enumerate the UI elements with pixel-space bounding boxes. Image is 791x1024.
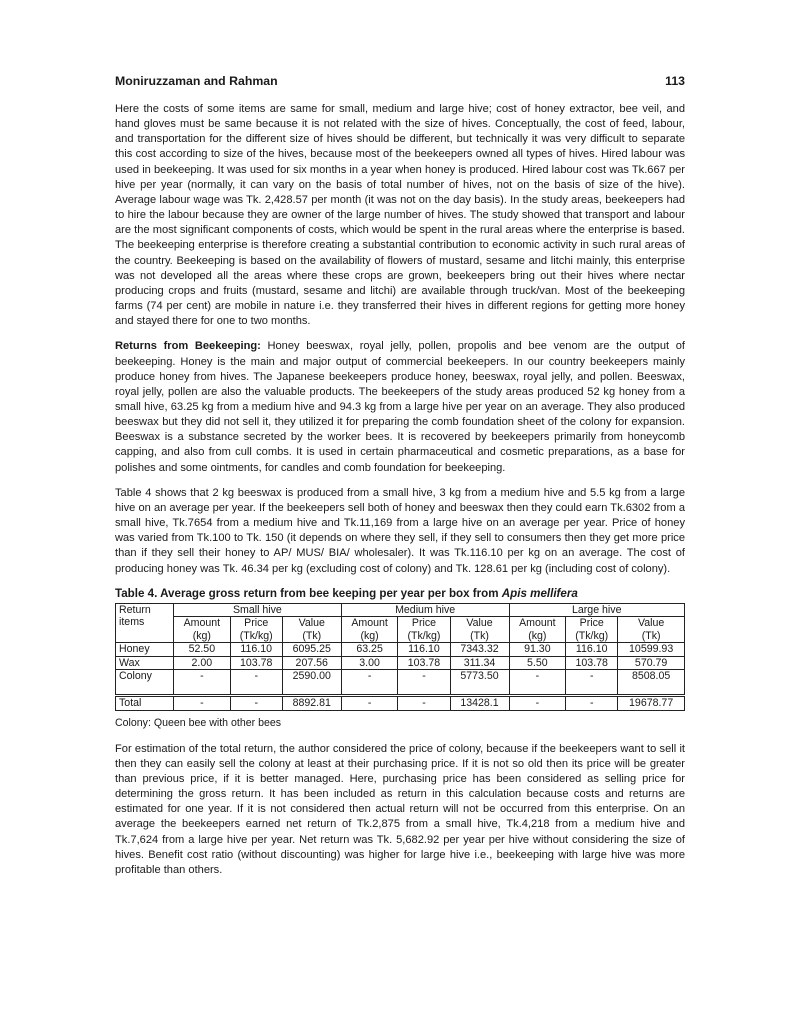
- cell: 103.78: [230, 656, 282, 670]
- cell: -: [509, 696, 566, 711]
- gross-return-table: [115, 603, 685, 711]
- row-label: Colony: [116, 670, 174, 696]
- table-row-total: [116, 696, 685, 711]
- row-label: Honey: [116, 643, 174, 657]
- paragraph-table4-summary: Table 4 shows that 2 kg beeswax is produced from a small hive, 3 kg from a medium hive and 5.5 kg from a large hive on an average per year. If the beekeepers sell both of honey and beeswax then they could earn Tk.6302 from a small hive, Tk.7654 from a medium hive and Tk.11,169 from a large hive on an average per year. Price of honey was varied from Tk.100 to Tk. 150 (it depends on where they sell, if they sell to consumers then they get more price than if they sell their honey to AP/ MUS/ BIA/ wholesaler). It was Tk.116.10 per kg on an average. The cost of producing honey was Tk. 46.34 per kg (excluding cost of colony) and Tk. 128.61 per kg (including cost of colony).: [115, 486, 685, 575]
- paragraph-returns-text: Honey beeswax, royal jelly, pollen, propolis and bee venom are the output of beekeeping. Honey is the main and major output of commercial beekeepers. In our country beekeepers mainly produce honey from hives. The Japanese beekeepers produce honey, beeswax, royal jelly, and pollen. Beeswax, royal jelly, pollen are also the valuable products. The beekeepers of the study areas produced 52 kg honey from a small hive, 63.25 kg from a medium hive and 94.3 kg from a large hive per year on an average. They also produced beeswax but they did not sell it, they utilized it for preparing the comb foundation sheet of the colony for expansion. Beeswax is a substance secreted by the worker bees. It is recovered by beekeepers primarily from honeycomb capping, and also from cull combs. It is used in certain pharmaceutical and cosmetic preparations, as a base for polishes and some ointments, for candles and comb foundation for beekeeping.: [115, 340, 685, 474]
- cell: 2590.00: [282, 670, 341, 696]
- header-small-hive: Small hive: [174, 603, 342, 617]
- cell: 2.00: [174, 656, 231, 670]
- cell: 5.50: [509, 656, 566, 670]
- cell: 52.50: [174, 643, 231, 657]
- cell: -: [398, 696, 450, 711]
- header-large-hive: Large hive: [509, 603, 685, 617]
- cell: 10599.93: [618, 643, 685, 657]
- cell: 103.78: [398, 656, 450, 670]
- cell: 570.79: [618, 656, 685, 670]
- cell: -: [230, 696, 282, 711]
- section-heading-returns: Returns from Beekeeping:: [115, 340, 261, 353]
- cell: -: [566, 670, 618, 696]
- cell: -: [230, 670, 282, 696]
- cell: 19678.77: [618, 696, 685, 711]
- subheader-amount: Amount (kg): [509, 617, 566, 643]
- row-label: Total: [116, 696, 174, 711]
- cell: 311.34: [450, 656, 509, 670]
- header-return-items: Return items: [116, 603, 174, 643]
- cell: 8892.81: [282, 696, 341, 711]
- cell: -: [509, 670, 566, 696]
- cell: -: [174, 696, 231, 711]
- subheader-price: Price (Tk/kg): [230, 617, 282, 643]
- table-caption: [115, 587, 685, 600]
- running-head: [115, 74, 685, 88]
- cell: 6095.25: [282, 643, 341, 657]
- table-header-row-sub: [116, 617, 685, 643]
- table-row-wax: [116, 656, 685, 670]
- cell: 91.30: [509, 643, 566, 657]
- cell: 7343.32: [450, 643, 509, 657]
- table-header-row-groups: [116, 603, 685, 617]
- page-number: 113: [665, 74, 685, 88]
- cell: 116.10: [230, 643, 282, 657]
- paragraph-returns: [115, 339, 685, 475]
- cell: 63.25: [341, 643, 398, 657]
- cell: 13428.1: [450, 696, 509, 711]
- cell: 3.00: [341, 656, 398, 670]
- running-head-authors: Moniruzzaman and Rahman: [115, 74, 278, 88]
- cell: 8508.05: [618, 670, 685, 696]
- page: [115, 74, 685, 888]
- cell: -: [174, 670, 231, 696]
- subheader-value: Value (Tk): [618, 617, 685, 643]
- subheader-price: Price (Tk/kg): [566, 617, 618, 643]
- cell: 116.10: [566, 643, 618, 657]
- cell: 116.10: [398, 643, 450, 657]
- table-caption-species: Apis mellifera: [501, 586, 578, 600]
- table-row-colony: [116, 670, 685, 696]
- subheader-price: Price (Tk/kg): [398, 617, 450, 643]
- header-medium-hive: Medium hive: [341, 603, 509, 617]
- table-footnote: Colony: Queen bee with other bees: [115, 716, 282, 729]
- table-row-honey: [116, 643, 685, 657]
- subheader-amount: Amount (kg): [341, 617, 398, 643]
- cell: -: [566, 696, 618, 711]
- cell: 5773.50: [450, 670, 509, 696]
- subheader-value: Value (Tk): [282, 617, 341, 643]
- paragraph-total-return: For estimation of the total return, the author considered the price of colony, because if the beekeepers want to sell it then they can easily sell the colony at least at their purchasing price. If it is not so old then its price will be greater than previous price, if it is better managed. Here, purchasing price has been considered as selling price for determining the gross return. It has been included as return in this calculation because costs and returns are estimated for one year. If it is not considered then actual return will not be occurred from this enterprise. On an average the beekeepers earned net return of Tk.2,875 from a small hive, Tk.4,218 from a medium hive and Tk.7,624 from a large hive per year. Net return was Tk. 5,682.92 per year per hive without considering the size of hives. Benefit cost ratio (without discounting) was higher for large hive i.e., beekeeping with large hive was more profitable than others.: [115, 742, 685, 876]
- cell: -: [341, 670, 398, 696]
- paragraph-costs: Here the costs of some items are same for small, medium and large hive; cost of honey extractor, bee veil, and hand gloves must be same because it is not related with the size of hives. Conceptually, the cost of feed, labour, and transportation for the different size of hives should be different, but technically it was very difficult to separate this cost according to size of the hives, because most of the beekeepers owned all types of hives. Hired labour was used in beekeeping. It was used for six months in a year when honey is produced. Hired labour cost was Tk.667 per hive per year (normally, it can vary on the basis of total number of hives, not on the basis of size of the hive). Average labour wage was Tk. 2,428.57 per month (it was not on the day basis). In the study areas, beekeepers had to hire the labour because they are owner of the large number of hives. The study showed that transport and labour are the most significant components of costs, which would be spent in the rural areas where the enterprise is based. The beekeeping enterprise is therefore creating a substantial contribution to economic activity in such rural areas of the country. Beekeeping is based on the availability of flowers of mustard, sesame and litchi mainly, this enterprise was not developed all the areas where these crops are grown, beekeepers bring out their hives where nectar producing crops and fruits (mustard, sesame and litchi) are available through truck/van. Most of the beekeeping farms (74 per cent) are mobile in nature i.e. they transferred their hives in different regions for getting more honey and stayed there for one to two months.: [115, 103, 685, 328]
- row-label: Wax: [116, 656, 174, 670]
- table-caption-text: Table 4. Average gross return from bee keeping per year per box from: [115, 586, 502, 600]
- subheader-amount: Amount (kg): [174, 617, 231, 643]
- cell: 103.78: [566, 656, 618, 670]
- cell: 207.56: [282, 656, 341, 670]
- subheader-value: Value (Tk): [450, 617, 509, 643]
- cell: -: [398, 670, 450, 696]
- cell: -: [341, 696, 398, 711]
